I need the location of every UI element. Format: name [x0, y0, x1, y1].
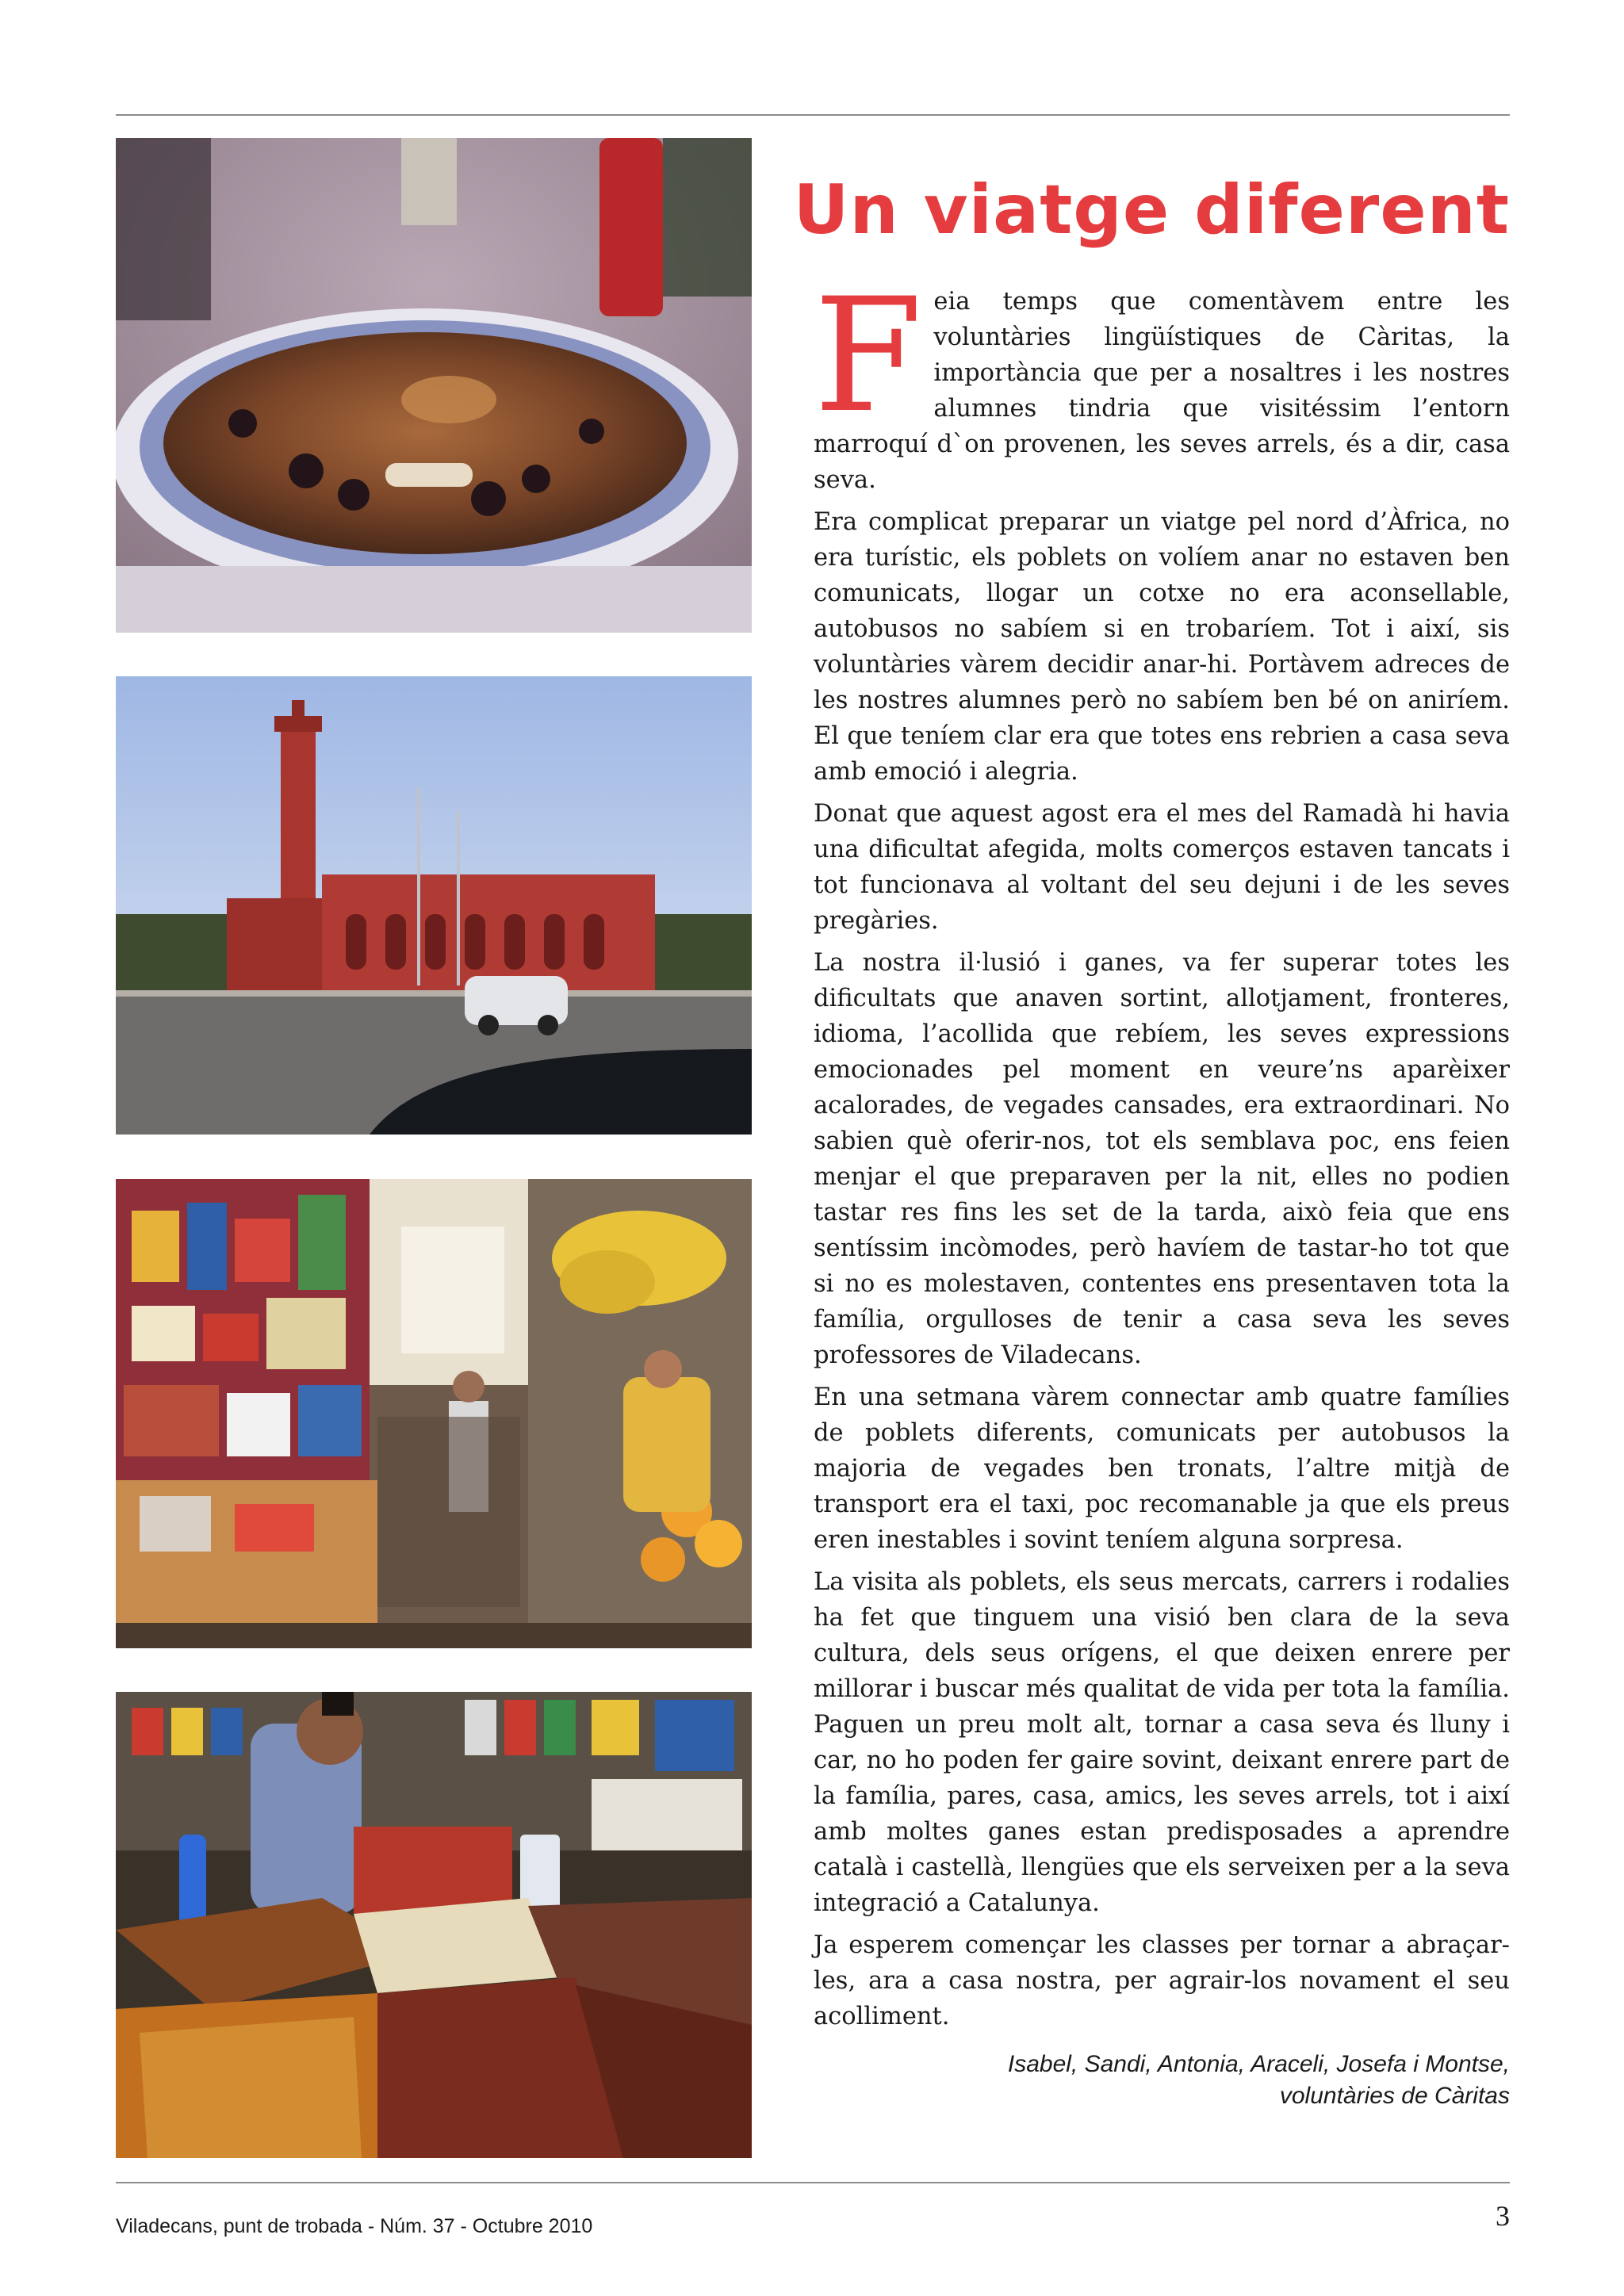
signature-names: Isabel, Sandi, Antonia, Araceli, Josefa i Montse, [1007, 2051, 1510, 2077]
article-paragraph-5: En una setmana vàrem connectar amb quatre famílies de poblets diferents, comunicats per autobusos la majoria de vegades ben tronats, l’altre mitjà de transport era el taxi, poc recomanable ja que els preus eren inestables i sovint teníem alguna sorpresa. [814, 1383, 1510, 1554]
photo-spice-stall [116, 1692, 752, 2158]
footer-publication: Viladecans, punt de trobada - Núm. 37 - Octubre 2010 [116, 2215, 593, 2237]
footer-rule [116, 2182, 1510, 2183]
photo-tagine-dish [116, 138, 752, 633]
article-paragraph-2: Era complicat preparar un viatge pel nord d’Àfrica, no era turístic, els poblets on volíem anar no estaven ben comunicats, llogar un cotxe no era aconsellable, autobusos no sabíem si en trobaríem. Tot i així, sis voluntàries vàrem decidir anar-hi. Portàvem adreces de les nostres alumnes però no sabíem ben bé on aniríem. El que teníem clar era que totes ens rebrien a casa seva amb emoció i alegria. [814, 508, 1510, 786]
signature-role: voluntàries de Càritas [1279, 2083, 1510, 2109]
drop-cap: F [814, 264, 923, 447]
header-rule [116, 114, 1510, 116]
article-paragraph-7: Ja esperem començar les classes per tornar a abraçar-les, ara a casa nostra, per agrair-los novament el seu acolliment. [814, 1931, 1510, 2030]
photo-mosque-street [116, 676, 752, 1135]
article-paragraph-3: Donat que aquest agost era el mes del Ramadà hi havia una dificultat afegida, molts comerços estaven tancats i tot funcionava al voltant del seu dejuni i de les seves pregàries. [814, 800, 1510, 935]
article-paragraph-4: La nostra il·lusió i ganes, va fer superar totes les dificultats que anaven sortint, allotjament, fronteres, idioma, l’acollida que rebíem, les seves expressions emocionades pel moment en veure’ns aparèixer acalorades, de vegades cansades, era extraordinari. No sabien què oferir-nos, tot els semblava poc, ens feien menjar el que preparaven per la nit, elles no podien tastar res fins les set de la tarda, això feia que ens sentíssim incòmodes, però havíem de tastar-ho tot que si no es molestaven, contentes ens presentaven tota la família, orgulloses de tenir a casa seva les seves professores de Viladecans. [814, 949, 1510, 1369]
page-number: 3 [1496, 2200, 1510, 2232]
article-paragraph-1 [814, 264, 1510, 498]
article-signature [872, 2049, 1510, 2112]
article-body [814, 264, 1510, 2041]
article-title: Un viatge diferent [793, 170, 1510, 250]
paragraph-1-text: eia temps que comentàvem entre les voluntàries lingüístiques de Càritas, la importància que per a nosaltres i les nostres alumnes tindria que visitéssim l’entorn marroquí d`on provenen, les seves arrels, és a dir, casa seva. [814, 288, 1510, 494]
photo-market-stalls [116, 1179, 752, 1648]
article-paragraph-6: La visita als poblets, els seus mercats, carrers i rodalies ha fet que tinguem una visió ben clara de la seva cultura, dels seus orígens, el que deixen enrere per millorar i buscar més qualitat de vida per tota la família. Paguen un preu molt alt, tornar a casa seva és lluny i car, no ho poden fer gaire sovint, deixant enrere part de la família, pares, casa, amics, les seves arrels, tot i així amb moltes ganes estan predisposades a aprendre català i castellà, llengües que els serveixen per a la seva integració a Catalunya. [814, 1568, 1510, 1917]
